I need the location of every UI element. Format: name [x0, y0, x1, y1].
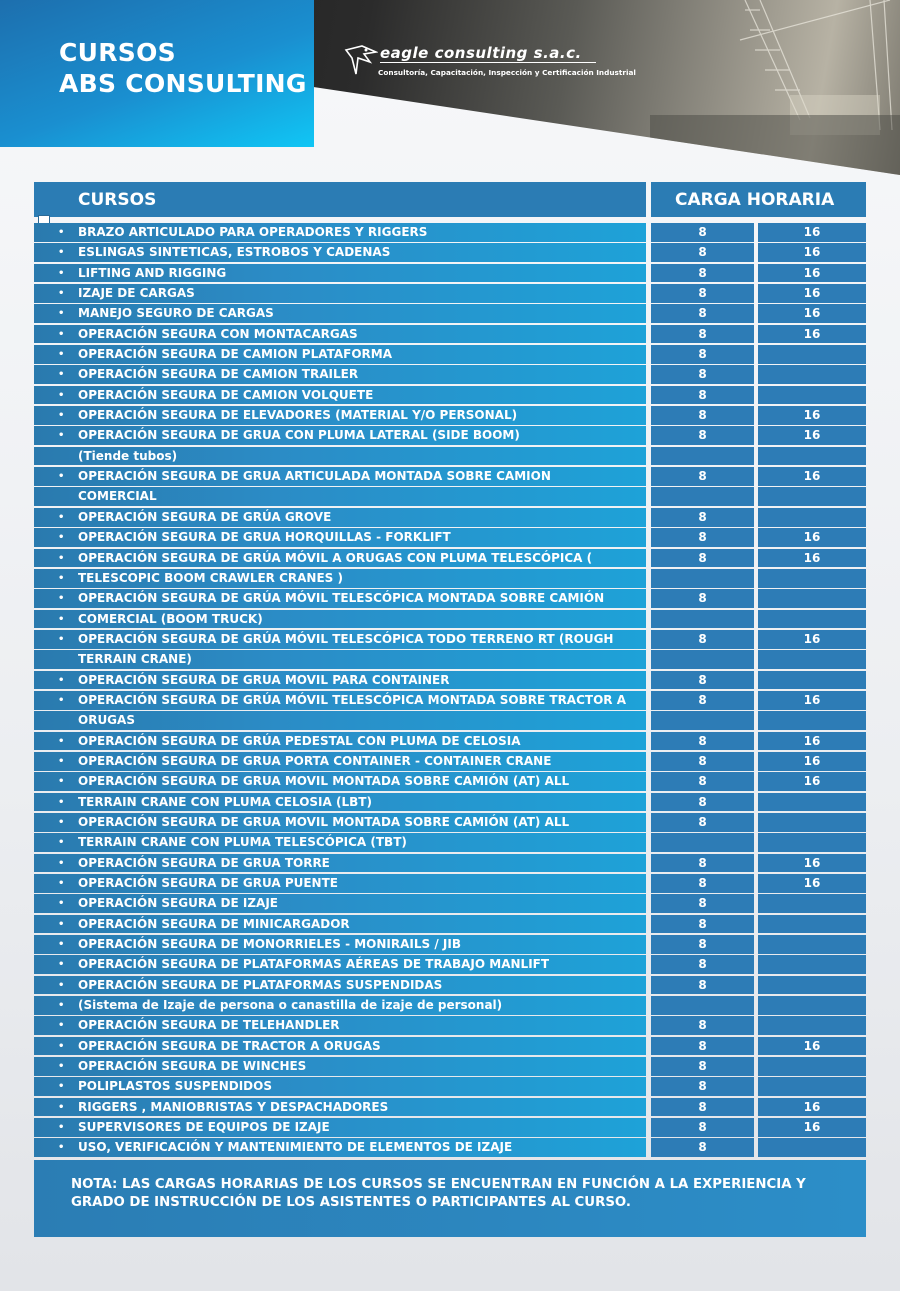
table-row — [34, 1057, 866, 1077]
bullet-icon: • — [58, 471, 65, 483]
table-row — [34, 549, 866, 569]
course-cell — [34, 528, 646, 547]
table-row — [34, 589, 866, 609]
hours-cell-1: 8 — [651, 284, 754, 303]
hours-cell-1 — [651, 487, 754, 506]
hours-cell-2: 16 — [758, 325, 866, 344]
bullet-icon: • — [58, 349, 65, 361]
bullet-icon: • — [58, 857, 65, 869]
hours-cell-2 — [758, 793, 866, 812]
hours-cell-1 — [651, 833, 754, 852]
hours-cell-2 — [758, 589, 866, 608]
table-row — [34, 752, 866, 772]
hours-cell-1: 8 — [651, 426, 754, 445]
hours-cell-2 — [758, 711, 866, 730]
hours-cell-1 — [651, 996, 754, 1015]
bullet-icon: • — [58, 816, 65, 828]
course-cell — [34, 732, 646, 751]
hours-cell-2: 16 — [758, 732, 866, 751]
bullet-icon: • — [58, 288, 65, 300]
hours-cell-1 — [651, 610, 754, 629]
course-name: OPERACIÓN SEGURA DE MONORRIELES - MONIRAILS / JIB — [78, 937, 461, 952]
course-cell — [34, 976, 646, 995]
course-cell — [34, 406, 646, 425]
bullet-icon: • — [58, 694, 65, 706]
course-name: OPERACIÓN SEGURA DE CAMION TRAILER — [78, 367, 359, 382]
hours-cell-2 — [758, 508, 866, 527]
hours-cell-2: 16 — [758, 304, 866, 323]
hours-cell-2: 16 — [758, 264, 866, 283]
hours-cell-2: 16 — [758, 406, 866, 425]
bullet-icon: • — [58, 959, 65, 971]
bullet-icon: • — [58, 613, 65, 625]
hours-cell-2 — [758, 650, 866, 669]
course-cell — [34, 345, 646, 364]
hours-cell-1: 8 — [651, 508, 754, 527]
course-cell — [34, 955, 646, 974]
table-row — [34, 833, 866, 853]
hours-cell-1: 8 — [651, 386, 754, 405]
hours-cell-1: 8 — [651, 955, 754, 974]
course-name: COMERCIAL (BOOM TRUCK) — [78, 611, 263, 626]
bullet-icon: • — [58, 1061, 65, 1073]
course-name: OPERACIÓN SEGURA DE GRÚA MÓVIL TELESCÓPICA MONTADA SOBRE TRACTOR A — [78, 692, 626, 707]
course-cell — [34, 589, 646, 608]
table-row — [34, 996, 866, 1016]
course-name: TERRAIN CRANE) — [78, 652, 192, 667]
bullet-icon: • — [58, 1081, 65, 1093]
course-cell — [34, 1077, 646, 1096]
course-cell — [34, 813, 646, 832]
hours-cell-2: 16 — [758, 1098, 866, 1117]
hours-cell-1: 8 — [651, 1057, 754, 1076]
table-row — [34, 691, 866, 711]
hours-cell-2: 16 — [758, 691, 866, 710]
hours-cell-1: 8 — [651, 243, 754, 262]
course-cell — [34, 487, 646, 506]
hours-cell-2 — [758, 365, 866, 384]
bullet-icon: • — [58, 898, 65, 910]
table-row — [34, 345, 866, 365]
course-cell — [34, 447, 646, 466]
hours-cell-2 — [758, 833, 866, 852]
column-header-hours: CARGA HORARIA — [651, 182, 866, 217]
hours-cell-1: 8 — [651, 671, 754, 690]
hours-cell-2 — [758, 1016, 866, 1035]
table-row — [34, 671, 866, 691]
table-row — [34, 528, 866, 548]
course-name: OPERACIÓN SEGURA DE GRUA ARTICULADA MONTADA SOBRE CAMION — [78, 469, 551, 484]
bullet-icon: • — [58, 227, 65, 238]
table-row — [34, 325, 866, 345]
hours-cell-2 — [758, 976, 866, 995]
course-cell — [34, 325, 646, 344]
bullet-icon: • — [58, 796, 65, 808]
course-cell — [34, 894, 646, 913]
course-name: OPERACIÓN SEGURA DE GRUA PUENTE — [78, 876, 338, 890]
hours-cell-1: 8 — [651, 854, 754, 873]
bullet-icon: • — [58, 735, 65, 747]
hours-cell-1: 8 — [651, 223, 754, 242]
bullet-icon: • — [58, 939, 65, 951]
course-cell — [34, 650, 646, 669]
hours-cell-2 — [758, 813, 866, 832]
bullet-icon: • — [58, 674, 65, 686]
table-row — [34, 304, 866, 324]
hours-cell-1: 8 — [651, 772, 754, 791]
bullet-icon: • — [58, 979, 65, 991]
course-cell — [34, 386, 646, 405]
hours-cell-2: 16 — [758, 752, 866, 771]
table-row — [34, 406, 866, 426]
hours-cell-2 — [758, 1057, 866, 1076]
hours-cell-1: 8 — [651, 935, 754, 954]
course-name: OPERACIÓN SEGURA DE GRUA MOVIL MONTADA SOBRE CAMIÓN (AT) ALL — [78, 774, 570, 789]
hours-cell-2 — [758, 487, 866, 506]
course-cell — [34, 243, 646, 262]
course-name: OPERACIÓN SEGURA DE TRACTOR A ORUGAS — [78, 1038, 381, 1053]
hours-cell-1 — [651, 711, 754, 730]
hours-cell-2 — [758, 569, 866, 588]
table-row — [34, 955, 866, 975]
hours-cell-2: 16 — [758, 772, 866, 791]
hours-cell-1 — [651, 650, 754, 669]
bullet-icon: • — [58, 552, 65, 564]
hours-cell-1: 8 — [651, 793, 754, 812]
hours-cell-2: 16 — [758, 630, 866, 649]
bullet-icon: • — [58, 1101, 65, 1113]
table-row — [34, 1037, 866, 1057]
table-row — [34, 467, 866, 487]
hours-cell-2: 16 — [758, 1037, 866, 1056]
bullet-icon: • — [58, 1020, 65, 1032]
bullet-icon: • — [58, 1040, 65, 1052]
bullet-icon: • — [58, 430, 65, 442]
hours-cell-2 — [758, 1138, 866, 1157]
logo-divider — [380, 62, 596, 63]
hours-cell-2 — [758, 955, 866, 974]
course-name: OPERACIÓN SEGURA DE PLATAFORMAS SUSPENDIDAS — [78, 977, 443, 992]
course-cell — [34, 1057, 646, 1076]
table-row — [34, 874, 866, 894]
course-cell — [34, 1118, 646, 1137]
hours-cell-2: 16 — [758, 223, 866, 242]
table-row — [34, 935, 866, 955]
course-cell — [34, 365, 646, 384]
table-row — [34, 813, 866, 833]
bullet-icon: • — [58, 410, 65, 422]
bullet-icon: • — [58, 918, 65, 930]
course-name: TERRAIN CRANE CON PLUMA CELOSIA (LBT) — [78, 794, 372, 809]
table-row — [34, 264, 866, 284]
course-name: ORUGAS — [78, 713, 135, 728]
course-name: OPERACIÓN SEGURA DE GRÚA GROVE — [78, 509, 332, 524]
table-row — [34, 772, 866, 792]
table-row — [34, 793, 866, 813]
hours-cell-1: 8 — [651, 976, 754, 995]
hours-cell-1: 8 — [651, 589, 754, 608]
table-row — [34, 223, 866, 243]
course-cell — [34, 549, 646, 568]
course-name: OPERACIÓN SEGURA DE GRUA CON PLUMA LATERAL (SIDE BOOM) — [78, 428, 520, 443]
course-name: OPERACIÓN SEGURA DE MINICARGADOR — [78, 916, 350, 931]
hours-cell-1: 8 — [651, 406, 754, 425]
course-name: OPERACIÓN SEGURA DE CAMION VOLQUETE — [78, 387, 374, 402]
course-cell — [34, 793, 646, 812]
table-row — [34, 610, 866, 630]
course-cell — [34, 1037, 646, 1056]
course-name: OPERACIÓN SEGURA DE GRÚA MÓVIL TELESCÓPICA MONTADA SOBRE CAMIÓN — [78, 591, 605, 606]
course-name: OPERACIÓN SEGURA DE CAMION PLATAFORMA — [78, 347, 393, 362]
bullet-icon: • — [58, 308, 65, 320]
course-name: OPERACIÓN SEGURA CON MONTACARGAS — [78, 326, 358, 341]
course-cell — [34, 996, 646, 1015]
hours-cell-2 — [758, 1077, 866, 1096]
hours-cell-2: 16 — [758, 874, 866, 893]
hours-cell-1: 8 — [651, 304, 754, 323]
hours-cell-2 — [758, 345, 866, 364]
hours-cell-1: 8 — [651, 1138, 754, 1157]
table-row — [34, 386, 866, 406]
table-row — [34, 894, 866, 914]
title-line-2: ABS CONSULTING — [59, 69, 307, 98]
bullet-icon: • — [58, 389, 65, 401]
course-name: OPERACIÓN SEGURA DE TELEHANDLER — [78, 1018, 340, 1033]
course-cell — [34, 264, 646, 283]
course-cell — [34, 610, 646, 629]
bullet-icon: • — [58, 1000, 65, 1012]
bullet-icon: • — [58, 511, 65, 523]
hours-cell-2 — [758, 935, 866, 954]
hours-cell-1: 8 — [651, 1077, 754, 1096]
course-cell — [34, 630, 646, 649]
course-name: OPERACIÓN SEGURA DE WINCHES — [78, 1059, 307, 1074]
course-cell — [34, 508, 646, 527]
course-name: OPERACIÓN SEGURA DE GRUA PORTA CONTAINER - CONTAINER CRANE — [78, 753, 552, 768]
table-row — [34, 426, 866, 446]
course-name: OPERACIÓN SEGURA DE IZAJE — [78, 896, 279, 911]
bullet-icon: • — [58, 247, 65, 259]
table-row — [34, 365, 866, 385]
course-name: OPERACIÓN SEGURA DE GRUA TORRE — [78, 855, 330, 870]
hours-cell-1: 8 — [651, 1098, 754, 1117]
note-text: NOTA: LAS CARGAS HORARIAS DE LOS CURSOS SE ENCUENTRAN EN FUNCIÓN A LA EXPERIENCIA Y GRADO DE INSTRUCCIÓN DE LOS ASISTENTES O PARTICIPANTES AL CURSO. — [71, 1177, 806, 1210]
table-row — [34, 732, 866, 752]
course-name: (Tiende tubos) — [78, 448, 178, 463]
course-name: OPERACIÓN SEGURA DE GRÚA PEDESTAL CON PLUMA DE CELOSIA — [78, 733, 521, 748]
bullet-icon: • — [58, 878, 65, 889]
course-cell — [34, 772, 646, 791]
page-title — [59, 37, 307, 99]
hours-cell-2 — [758, 610, 866, 629]
course-cell — [34, 874, 646, 893]
course-cell — [34, 854, 646, 873]
course-cell — [34, 1016, 646, 1035]
hours-cell-1: 8 — [651, 345, 754, 364]
hours-cell-2: 16 — [758, 426, 866, 445]
table-row — [34, 650, 866, 670]
course-name: OPERACIÓN SEGURA DE GRUA MOVIL MONTADA SOBRE CAMIÓN (AT) ALL — [78, 814, 570, 829]
table-row — [34, 1016, 866, 1036]
hours-cell-2 — [758, 671, 866, 690]
course-name: OPERACIÓN SEGURA DE GRÚA MÓVIL A ORUGAS CON PLUMA TELESCÓPICA ( — [78, 550, 593, 565]
hours-cell-1: 8 — [651, 264, 754, 283]
course-name: ESLINGAS SINTETICAS, ESTROBOS Y CADENAS — [78, 245, 391, 260]
course-name: MANEJO SEGURO DE CARGAS — [78, 306, 274, 321]
course-cell — [34, 915, 646, 934]
hours-cell-1: 8 — [651, 1016, 754, 1035]
course-name: TERRAIN CRANE CON PLUMA TELESCÓPICA (TBT) — [78, 835, 407, 850]
note-box — [34, 1160, 866, 1237]
course-cell — [34, 284, 646, 303]
hours-cell-1: 8 — [651, 365, 754, 384]
hours-cell-1: 8 — [651, 1118, 754, 1137]
hours-cell-2: 16 — [758, 549, 866, 568]
bullet-icon: • — [58, 1122, 65, 1134]
hours-cell-2 — [758, 996, 866, 1015]
table-row — [34, 284, 866, 304]
hours-cell-2 — [758, 915, 866, 934]
hours-cell-2: 16 — [758, 854, 866, 873]
course-name: RIGGERS , MANIOBRISTAS Y DESPACHADORES — [78, 1099, 389, 1114]
course-name: SUPERVISORES DE EQUIPOS DE IZAJE — [78, 1120, 330, 1135]
bullet-icon: • — [58, 633, 65, 645]
hours-cell-1: 8 — [651, 467, 754, 486]
bullet-icon: • — [58, 532, 65, 544]
table-row — [34, 243, 866, 263]
hours-cell-1: 8 — [651, 732, 754, 751]
table-row — [34, 711, 866, 731]
hours-cell-2: 16 — [758, 243, 866, 262]
hours-cell-1 — [651, 569, 754, 588]
course-name: OPERACIÓN SEGURA DE PLATAFORMAS AÉREAS DE TRABAJO MANLIFT — [78, 957, 550, 972]
course-cell — [34, 711, 646, 730]
course-cell — [34, 1138, 646, 1157]
table-row — [34, 508, 866, 528]
bullet-icon: • — [58, 1142, 65, 1154]
bullet-icon: • — [58, 837, 65, 849]
hours-cell-1: 8 — [651, 813, 754, 832]
table-row — [34, 1118, 866, 1138]
table-row — [34, 1138, 866, 1158]
course-name: OPERACIÓN SEGURA DE ELEVADORES (MATERIAL Y/O PERSONAL) — [78, 408, 518, 423]
title-line-1: CURSOS — [59, 38, 176, 67]
hours-cell-2: 16 — [758, 467, 866, 486]
course-name: IZAJE DE CARGAS — [78, 286, 195, 301]
course-name: COMERCIAL — [78, 489, 157, 504]
hours-cell-2 — [758, 386, 866, 405]
course-name: OPERACIÓN SEGURA DE GRÚA MÓVIL TELESCÓPICA TODO TERRENO RT (ROUGH — [78, 631, 614, 646]
table-row — [34, 854, 866, 874]
hours-cell-1: 8 — [651, 1037, 754, 1056]
eagle-emblem-icon — [344, 44, 378, 76]
hours-cell-1 — [651, 447, 754, 466]
hours-cell-1: 8 — [651, 894, 754, 913]
course-name: USO, VERIFICACIÓN Y MANTENIMIENTO DE ELEMENTOS DE IZAJE — [78, 1140, 513, 1155]
course-cell — [34, 752, 646, 771]
course-name: BRAZO ARTICULADO PARA OPERADORES Y RIGGERS — [78, 225, 428, 239]
table-row — [34, 487, 866, 507]
table-row — [34, 1077, 866, 1097]
hours-cell-1: 8 — [651, 549, 754, 568]
hours-cell-1: 8 — [651, 915, 754, 934]
course-cell — [34, 569, 646, 588]
course-name: TELESCOPIC BOOM CRAWLER CRANES ) — [78, 570, 343, 585]
hours-cell-2 — [758, 894, 866, 913]
course-cell — [34, 671, 646, 690]
course-name: OPERACIÓN SEGURA DE GRUA HORQUILLAS - FORKLIFT — [78, 530, 451, 545]
bullet-icon: • — [58, 267, 65, 279]
hours-cell-2: 16 — [758, 528, 866, 547]
column-header-courses: CURSOS — [34, 182, 646, 217]
bullet-icon: • — [58, 328, 65, 340]
hours-cell-1: 8 — [651, 325, 754, 344]
table-row — [34, 915, 866, 935]
courses-table-body — [34, 223, 866, 1159]
course-name: (Sistema de Izaje de persona o canastilla de izaje de personal) — [78, 998, 503, 1013]
logo-name: eagle consulting s.a.c. — [380, 44, 582, 62]
table-row — [34, 569, 866, 589]
course-cell — [34, 304, 646, 323]
table-row — [34, 1098, 866, 1118]
course-name: LIFTING AND RIGGING — [78, 265, 227, 280]
table-row — [34, 976, 866, 996]
bullet-icon: • — [58, 593, 65, 605]
hours-cell-1: 8 — [651, 752, 754, 771]
hours-cell-2 — [758, 447, 866, 466]
hours-cell-2: 16 — [758, 1118, 866, 1137]
hours-cell-1: 8 — [651, 630, 754, 649]
course-cell — [34, 691, 646, 710]
course-cell — [34, 1098, 646, 1117]
table-row — [34, 630, 866, 650]
course-cell — [34, 935, 646, 954]
course-cell — [34, 223, 646, 242]
table-row — [34, 447, 866, 467]
bullet-icon: • — [58, 776, 65, 788]
course-cell — [34, 467, 646, 486]
bullet-icon: • — [58, 572, 65, 584]
hours-cell-1: 8 — [651, 874, 754, 893]
hours-cell-1: 8 — [651, 691, 754, 710]
course-cell — [34, 833, 646, 852]
course-name: POLIPLASTOS SUSPENDIDOS — [78, 1079, 272, 1094]
hours-cell-1: 8 — [651, 528, 754, 547]
hours-cell-2: 16 — [758, 284, 866, 303]
course-name: OPERACIÓN SEGURA DE GRUA MOVIL PARA CONTAINER — [78, 672, 450, 687]
course-cell — [34, 426, 646, 445]
bullet-icon: • — [58, 755, 65, 767]
logo-tagline: Consultoría, Capacitación, Inspección y Certificación Industrial — [378, 68, 636, 77]
bullet-icon: • — [58, 369, 65, 381]
